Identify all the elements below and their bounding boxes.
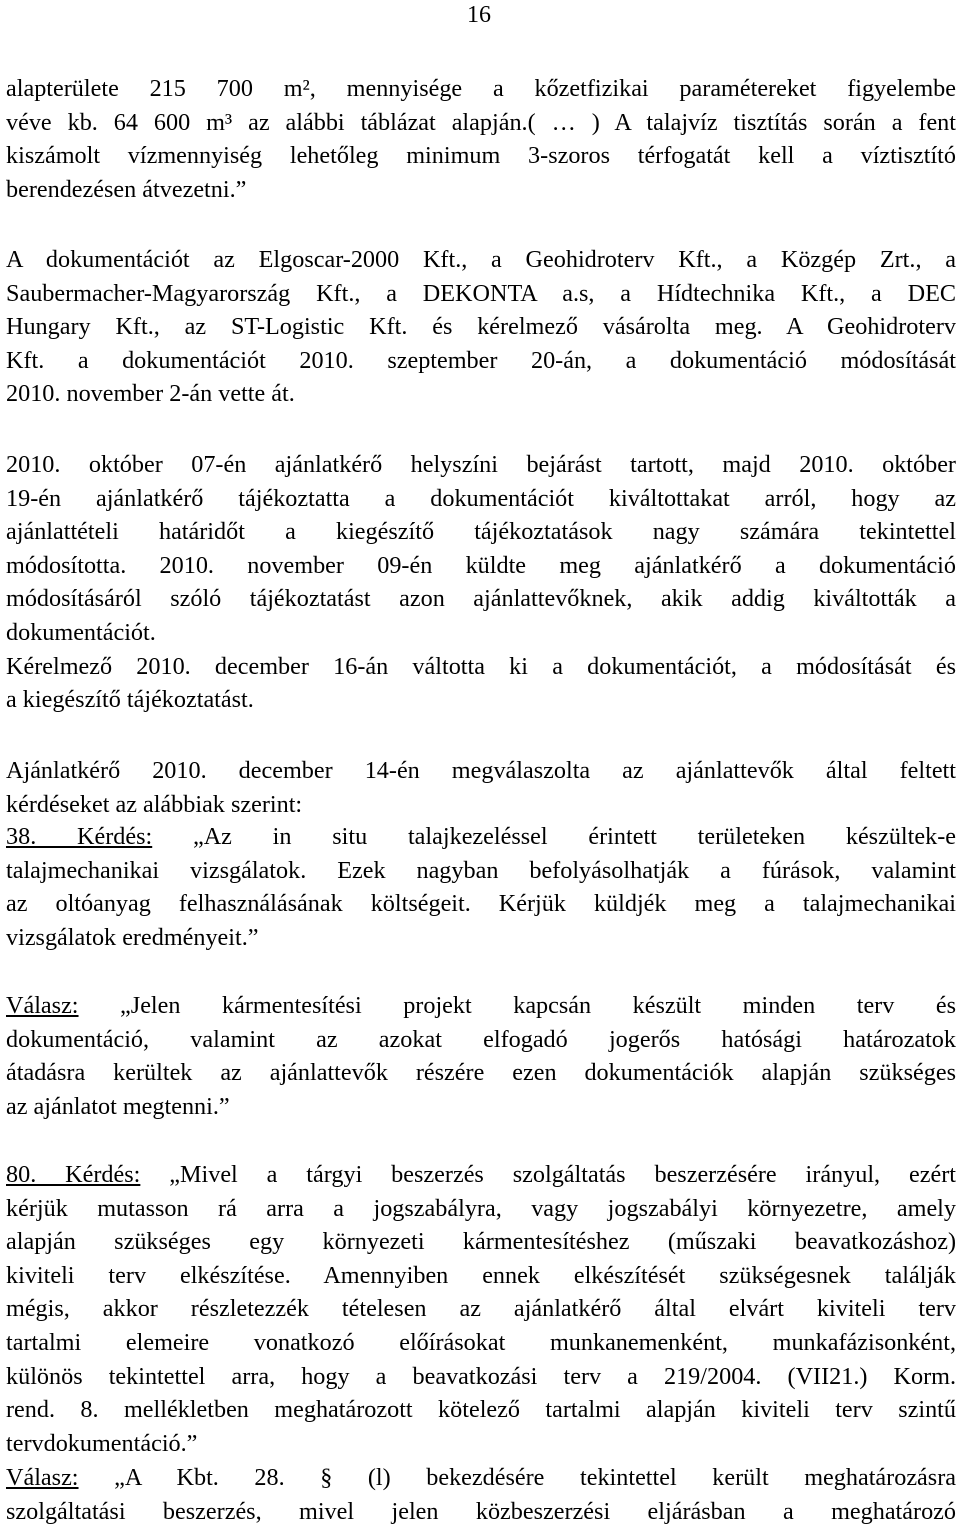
text-line: [6, 1461, 956, 1495]
page-number: 16: [467, 2, 491, 28]
text-line: Ajánlatkérő 2010. december 14-én megválaszolta az ajánlattevők által feltett: [6, 757, 956, 784]
text-line: 19-én ajánlatkérő tájékoztatta a dokumentációt kiváltottakat arról, hogy az: [6, 484, 956, 512]
text-line: A dokumentációt az Elgoscar-2000 Kft., a Geohidroterv Kft., a Közgép Zrt., a: [6, 246, 956, 273]
question-text: „Mivel a tárgyi beszerzés szolgáltatás beszerzésére irányul, ezért: [140, 1161, 956, 1188]
text-line: az oltóanyag felhasználásának költségeit. Kérjük küldjék meg a talajmechanikai: [6, 890, 956, 918]
answer-label: Válasz:: [6, 1464, 79, 1491]
text-line: talajmechanikai vizsgálatok. Ezek nagyban befolyásolhatják a fúrások, valamint: [6, 856, 956, 884]
text-line: alapján szükséges egy környezeti kármentesítéshez (műszaki beavatkozáshoz): [6, 1228, 956, 1256]
text-line: az ajánlatot megtenni.”: [6, 1092, 230, 1120]
text-line: dokumentáció, valamint az azokat elfogadó jogerős hatósági határozatok: [6, 1025, 956, 1053]
text-line: kérdéseket az alábbiak szerint:: [6, 790, 303, 818]
text-line: tartalmi elemeire vonatkozó előírásokat munkanemenként, munkafázisonként,: [6, 1328, 956, 1356]
question-80: [6, 1158, 956, 1460]
text-line: Kérelmező 2010. december 16-án váltotta ki a dokumentációt, a módosítását és: [6, 652, 956, 680]
text-line: kiviteli terv elkészítése. Amennyiben ennek elkészítését szükségesnek találják: [6, 1261, 956, 1289]
text-line: átadásra kerültek az ajánlattevők részére ezen dokumentációk alapján szükséges: [6, 1059, 956, 1087]
text-line: rend. 8. mellékletben meghatározott kötelező tartalmi alapján kiviteli terv szintű: [6, 1396, 956, 1424]
text-line: szolgáltatási beszerzés, mivel jelen közbeszerzési eljárásban a meghatározó: [6, 1497, 956, 1525]
paragraph-documentation-buyers: [6, 243, 956, 411]
text-line: mégis, akkor részletezzék tételesen az ajánlatkérő által elvárt kiviteli terv: [6, 1295, 956, 1323]
question-text: „Az in situ talajkezeléssel érintett területeken készültek-e: [152, 823, 956, 850]
text-line: tervdokumentáció.”: [6, 1429, 198, 1457]
answer-label: Válasz:: [6, 992, 79, 1019]
text-line: berendezésen átvezetni.”: [6, 175, 247, 203]
text-line: kérjük mutasson rá arra a jogszabályra, vagy jogszabályi környezetre, amely: [6, 1194, 956, 1222]
paragraph-answers-intro: [6, 754, 956, 821]
text-line: 2010. október 07-én ajánlatkérő helyszíni bejárást tartott, majd 2010. október: [6, 451, 956, 478]
text-line: alapterülete 215 700 m², mennyisége a kőzetfizikai paramétereket figyelembe: [6, 75, 956, 102]
text-line: a kiegészítő tájékoztatást.: [6, 686, 254, 714]
text-line: módosította. 2010. november 09-én küldte meg ajánlatkérő a dokumentáció: [6, 551, 956, 579]
question-label: 38. Kérdés:: [6, 823, 153, 850]
text-line: [6, 820, 956, 854]
text-line: dokumentációt.: [6, 618, 156, 646]
answer-text: „Jelen kármentesítési projekt kapcsán készült minden terv és: [78, 992, 956, 1019]
paragraph-area-volume: [6, 72, 956, 206]
text-line: kiszámolt vízmennyiség lehetőleg minimum 3-szoros térfogatát kell a víztisztító: [6, 142, 956, 170]
text-line: 2010. november 2-án vette át.: [6, 380, 295, 408]
question-38: [6, 820, 956, 954]
text-line: különös tekintettel arra, hogy a beavatkozási terv a 219/2004. (VII21.) Korm.: [6, 1362, 956, 1390]
answer-38: [6, 989, 956, 1123]
text-line: véve kb. 64 600 m³ az alábbi táblázat alapján.( … ) A talajvíz tisztítás során a fent: [6, 108, 956, 136]
paragraph-site-visit: [6, 448, 956, 717]
text-line: módosításáról szóló tájékoztatást azon ajánlattevőknek, akik addig kiváltották a: [6, 585, 956, 613]
text-line: ajánlattételi határidőt a kiegészítő tájékoztatások nagy számára tekintettel: [6, 518, 956, 546]
text-line: Kft. a dokumentációt 2010. szeptember 20-án, a dokumentáció módosítását: [6, 346, 956, 374]
answer-text: „A Kbt. 28. § (l) bekezdésére tekintettel került meghatározásra: [78, 1464, 956, 1491]
text-line: [6, 1158, 956, 1192]
question-label: 80. Kérdés:: [6, 1161, 141, 1188]
text-line: Saubermacher-Magyarország Kft., a DEKONTA a.s, a Hídtechnika Kft., a DEC: [6, 279, 956, 307]
text-line: [6, 989, 956, 1023]
text-line: Hungary Kft., az ST-Logistic Kft. és kérelmező vásárolta meg. A Geohidroterv: [6, 313, 956, 341]
text-line: vizsgálatok eredményeit.”: [6, 923, 259, 951]
answer-80: [6, 1461, 956, 1528]
